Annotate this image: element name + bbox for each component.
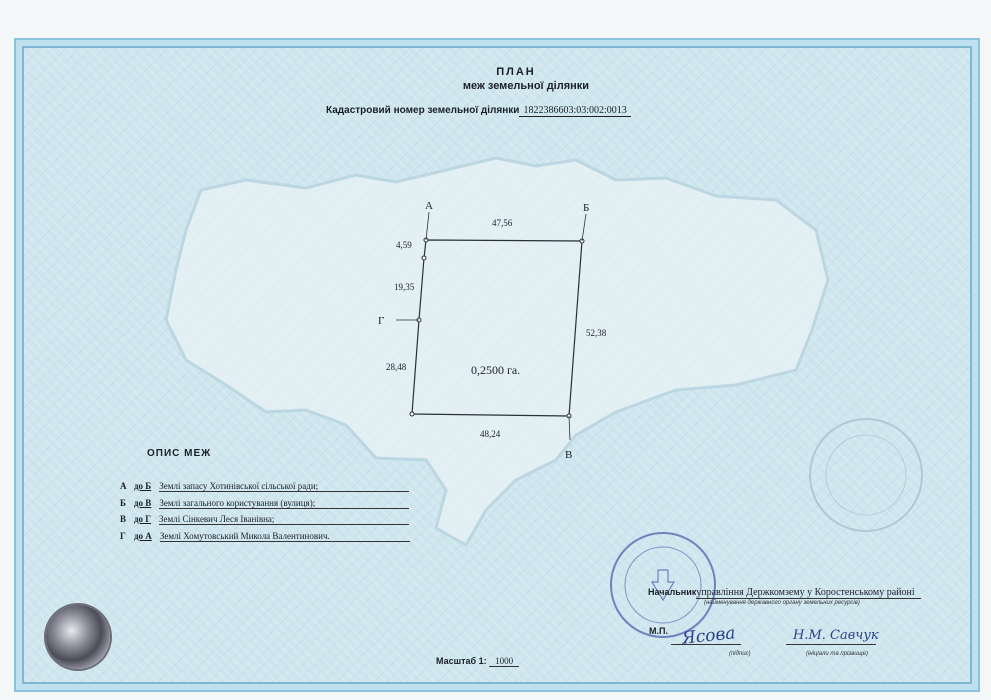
boundary-row (120, 514, 409, 525)
boundary-row (120, 531, 410, 542)
scale-row (436, 656, 519, 666)
hologram-seal (46, 605, 110, 669)
boundary-text: Землі Хомутовський Микола Валентинович. (160, 531, 410, 542)
dimension-left-upper: 4,59 (396, 240, 412, 250)
chief-label: Начальник (648, 587, 697, 597)
point-letter-g: Г (378, 315, 385, 327)
document-title: ПЛАН (496, 66, 536, 78)
point-letter-a: А (425, 200, 433, 212)
scale-value: 1000 (489, 656, 519, 667)
vertex-marker (410, 412, 414, 416)
seal-place-label: М.П. (649, 626, 668, 636)
boundary-text: Землі Сінкевич Леся Іванівна; (159, 514, 409, 525)
boundary-to: до В (134, 498, 152, 508)
signature: Ясова (681, 623, 737, 649)
point-letter-b: Б (583, 202, 590, 214)
organization-name: управління Держкомзему у Коростенському районі (696, 587, 920, 599)
boundary-from: Г (120, 531, 126, 541)
boundary-to: до А (134, 531, 152, 541)
parcel-area: 0,2500 га. (471, 363, 521, 377)
vertex-marker (422, 256, 426, 260)
dimension-left-middle: 19,35 (394, 282, 415, 292)
cadastral-number: 1822386603:03:002:0013 (519, 105, 630, 117)
name-line (786, 644, 876, 645)
document-subtitle: меж земельної ділянки (462, 80, 590, 92)
dimension-left-lower: 28,48 (386, 362, 407, 372)
chief-row (648, 587, 921, 598)
name-caption: (ініціали та прізвище) (806, 651, 868, 657)
land-plan-document (14, 38, 980, 692)
official-stamp (608, 530, 718, 640)
dimension-top: 47,56 (492, 218, 513, 228)
boundary-row (120, 481, 409, 492)
faint-seal (806, 415, 926, 535)
boundary-to: до Б (134, 481, 152, 491)
boundary-from: А (120, 481, 127, 491)
boundary-from: В (120, 514, 127, 524)
boundary-text: Землі загального користування (вулиця); (159, 498, 409, 509)
scale-label: Масштаб 1: (436, 656, 487, 666)
organization-caption: (найменування державного органу земельних ресурсів) (704, 600, 860, 606)
dimension-bottom: 48,24 (480, 429, 501, 439)
cadastral-row (326, 105, 631, 117)
signature-caption: (підпис) (729, 651, 751, 657)
dimension-right: 52,38 (586, 328, 607, 338)
point-letter-v: В (565, 449, 573, 461)
signature-line (671, 644, 741, 645)
boundary-text: Землі запасу Хотинівської сільської ради; (159, 481, 409, 492)
boundary-to: до Г (134, 514, 152, 524)
signatory-name: Н.М. Савчук (793, 628, 879, 643)
cadastral-label: Кадастровий номер земельної ділянки (326, 105, 520, 116)
boundary-description-title: ОПИС МЕЖ (147, 448, 212, 459)
boundary-from: Б (120, 498, 126, 508)
boundary-row (120, 498, 409, 509)
